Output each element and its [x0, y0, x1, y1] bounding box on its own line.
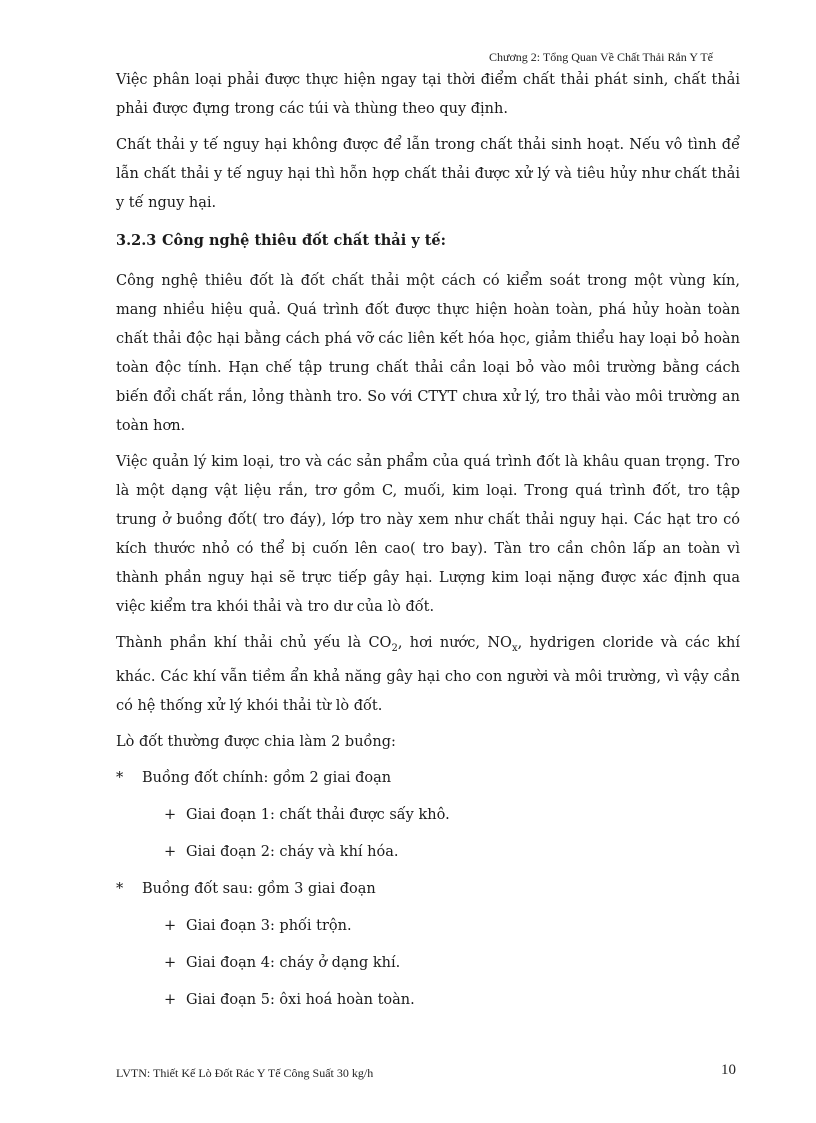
plus-bullet: +: [164, 991, 177, 1008]
exhaust-text-part-2: , hơi nước, NO: [397, 635, 512, 651]
list-item-stage-3: [164, 912, 740, 941]
after-chamber-text: Buồng đốt sau: gồm 3 giai đoạn: [142, 880, 376, 897]
paragraph-sorting: Việc phân loại phải được thực hiện ngay tại thời điểm chất thải phát sinh, chất thải phải được đựng trong các túi và thùng theo quy định.: [116, 72, 740, 117]
star-bullet: *: [116, 880, 124, 897]
paragraph-chambers-intro: Lò đốt thường được chia làm 2 buồng:: [116, 733, 396, 750]
exhaust-text-part-1: Thành phần khí thải chủ yếu là CO: [116, 635, 392, 651]
running-header: Chương 2: Tổng Quan Về Chất Thải Rắn Y Tế: [488, 50, 713, 64]
plus-bullet: +: [164, 806, 177, 823]
stage-4-text: Giai đoạn 4: cháy ở dạng khí.: [186, 954, 401, 971]
main-chamber-text: Buồng đốt chính: gồm 2 giai đoạn: [142, 769, 392, 786]
paragraph-ash-management: Việc quản lý kim loại, tro và các sản phẩm của quá trình đốt là khâu quan trọng. Tro là một dạng vật liệu rắn, trơ gồm C, muối, kim loại. Trong quá trình đốt, tro tập trung ở buồng đốt( tro đáy), lớp tro này xem như chất thải nguy hại. Các hạt tro có kích thước nhỏ có thể bị cuốn lên cao( tro bay). Tàn tro cần chôn lấp an toàn vì thành phần nguy hại sẽ trực tiếp gây hại. Lượng kim loại nặng được xác định qua việc kiểm tra khói thải và tro dư của lò đốt.: [116, 454, 740, 615]
exhaust-text-part-3: , hydrigen cloride và các khí khác. Các khí vẫn tiềm ẩn khả năng gây hại cho con người và môi trường, vì vậy cần có hệ thống xử lý khói thải từ lò đốt.: [116, 635, 740, 714]
page-number: 10: [721, 1062, 736, 1078]
list-item-stage-4: [164, 949, 740, 978]
paragraph-incineration-tech: Công nghệ thiêu đốt là đốt chất thải một cách có kiểm soát trong một vùng kín, mang nhiều hiệu quả. Quá trình đốt được thực hiện hoàn toàn, phá hủy hoàn toàn chất thải độc hại bằng cách phá vỡ các liên kết hóa học, giảm thiểu hay loại bỏ hoàn toàn độc tính. Hạn chế tập trung chất thải cần loại bỏ vào môi trường bằng cách biến đổi chất rắn, lỏng thành tro. So với CTYT chưa xử lý, tro thải vào môi trường an toàn hơn.: [116, 273, 740, 434]
footer-thesis-title: LVTN: Thiết Kế Lò Đốt Rác Y Tế Công Suất 30 kg/h: [116, 1066, 374, 1080]
list-item-stage-1: [164, 801, 740, 830]
section-title: Công nghệ thiêu đốt chất thải y tế:: [162, 232, 447, 249]
section-number: 3.2.3: [116, 232, 157, 249]
stage-5-text: Giai đoạn 5: ôxi hoá hoàn toàn.: [186, 991, 415, 1008]
list-item-after-chamber: [116, 875, 740, 904]
list-item-stage-5: [164, 986, 740, 1015]
list-item-main-chamber: [116, 764, 740, 793]
stage-1-text: Giai đoạn 1: chất thải được sấy khô.: [186, 806, 450, 823]
stage-3-text: Giai đoạn 3: phối trộn.: [186, 917, 352, 934]
page-body: [116, 66, 740, 1023]
paragraph-hazardous-mixing: Chất thải y tế nguy hại không được để lẫn trong chất thải sinh hoạt. Nếu vô tình để lẫn chất thải y tế nguy hại thì hỗn hợp chất thải được xử lý và tiêu hủy như chất thải y tế nguy hại.: [116, 137, 740, 211]
list-item-stage-2: [164, 838, 740, 867]
plus-bullet: +: [164, 917, 177, 934]
plus-bullet: +: [164, 843, 177, 860]
section-heading: [116, 226, 740, 255]
paragraph-exhaust-gas: [116, 629, 740, 721]
nox-subscript: x: [511, 642, 518, 654]
star-bullet: *: [116, 769, 124, 786]
plus-bullet: +: [164, 954, 177, 971]
stage-2-text: Giai đoạn 2: cháy và khí hóa.: [186, 843, 399, 860]
co2-subscript: 2: [391, 642, 398, 654]
